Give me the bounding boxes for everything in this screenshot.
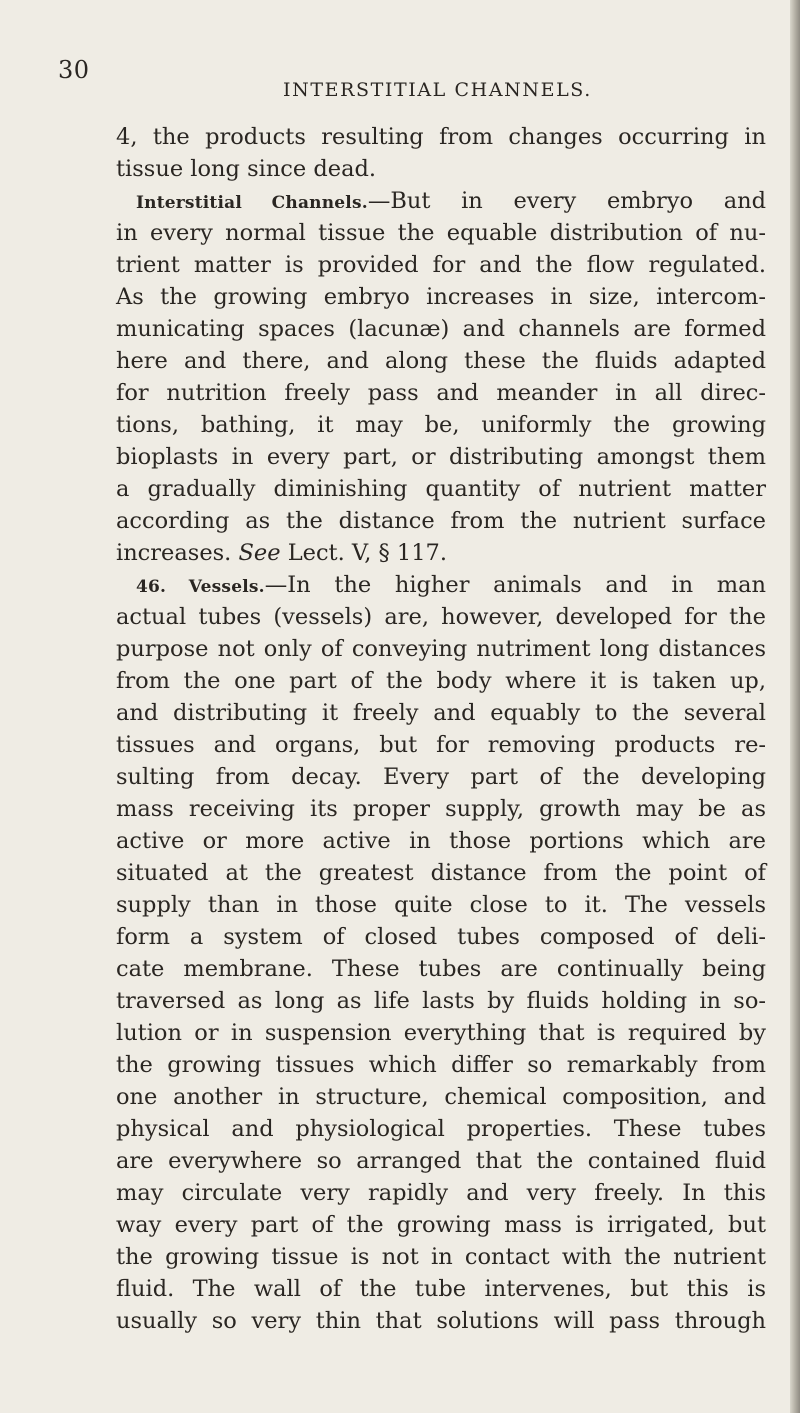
text-line: As the growing embryo increases in size, intercom- — [116, 284, 766, 310]
text-line: sulting from decay. Every part of the developing — [116, 764, 766, 790]
text-line: trient matter is provided for and the flow regulated. — [116, 252, 766, 278]
text-line: purpose not only of conveying nutriment long distances — [116, 636, 766, 662]
text-line: bioplasts in every part, or distributing amongst them — [116, 444, 766, 470]
text-line: may circulate very rapidly and very freely. In this — [116, 1180, 766, 1206]
text-line: from the one part of the body where it is taken up, — [116, 668, 766, 694]
cross-reference-label: See — [238, 540, 281, 566]
text-line: —In the higher animals and in man — [264, 572, 766, 598]
text-line: tissues and organs, but for removing products re- — [116, 732, 766, 758]
text-line: in every normal tissue the equable distribution of nu- — [116, 220, 766, 246]
text-line: supply than in those quite close to it. The vessels — [116, 892, 766, 918]
paragraph-interstitial-channels-first-line — [116, 185, 766, 217]
text-line: according as the distance from the nutrient surface — [116, 508, 766, 534]
text-line: usually so very thin that solutions will pass through — [116, 1308, 766, 1334]
text-line: here and there, and along these the fluids adapted — [116, 348, 766, 374]
text-line: active or more active in those portions which are — [116, 828, 766, 854]
text-line: lution or in suspension everything that is required by — [116, 1020, 766, 1046]
text-line: the growing tissues which differ so remarkably from — [116, 1052, 766, 1078]
text-line: —But in every embryo and — [367, 188, 767, 214]
text-line: tissue long since dead. — [116, 156, 377, 182]
text-line: physical and physiological properties. These tubes — [116, 1116, 766, 1142]
text-line: a gradually diminishing quantity of nutrient matter — [116, 476, 766, 502]
text-line: are everywhere so arranged that the contained fluid — [116, 1148, 766, 1174]
text-line: and distributing it freely and equably to the several — [116, 700, 766, 726]
text-line: increases. — [116, 540, 232, 566]
section-heading-interstitial-channels: Interstitial Channels. — [136, 193, 368, 213]
text-line: situated at the greatest distance from the point of — [116, 860, 766, 886]
text-line: traversed as long as life lasts by fluids holding in so- — [116, 988, 766, 1014]
body-text — [116, 121, 766, 1337]
text-line: actual tubes (vessels) are, however, developed for the — [116, 604, 766, 630]
text-line: fluid. The wall of the tube intervenes, but this is — [116, 1276, 766, 1302]
text-line: 4, the products resulting from changes occurring in — [116, 124, 766, 150]
running-title: INTERSTITIAL CHANNELS. — [283, 79, 592, 101]
text-line: one another in structure, chemical composition, and — [116, 1084, 766, 1110]
text-line: municating spaces (lacunæ) and channels are formed — [116, 316, 766, 342]
page-number: 30 — [58, 56, 90, 84]
text-line: form a system of closed tubes composed of deli- — [116, 924, 766, 950]
text-line: tions, bathing, it may be, uniformly the growing — [116, 412, 766, 438]
page-edge-shadow — [790, 0, 800, 1413]
paragraph-vessels-first-line — [116, 569, 766, 601]
text-line: cate membrane. These tubes are continually being — [116, 956, 766, 982]
paragraph-interstitial-channels-last-line — [116, 537, 766, 569]
text-line: mass receiving its proper supply, growth may be as — [116, 796, 766, 822]
text-line: the growing tissue is not in contact with the nutrient — [116, 1244, 766, 1270]
section-heading-vessels: 46. Vessels. — [136, 577, 265, 597]
text-line: way every part of the growing mass is irrigated, but — [116, 1212, 766, 1238]
text-line: for nutrition freely pass and meander in all direc- — [116, 380, 766, 406]
cross-reference: Lect. V, § 117. — [287, 540, 448, 566]
